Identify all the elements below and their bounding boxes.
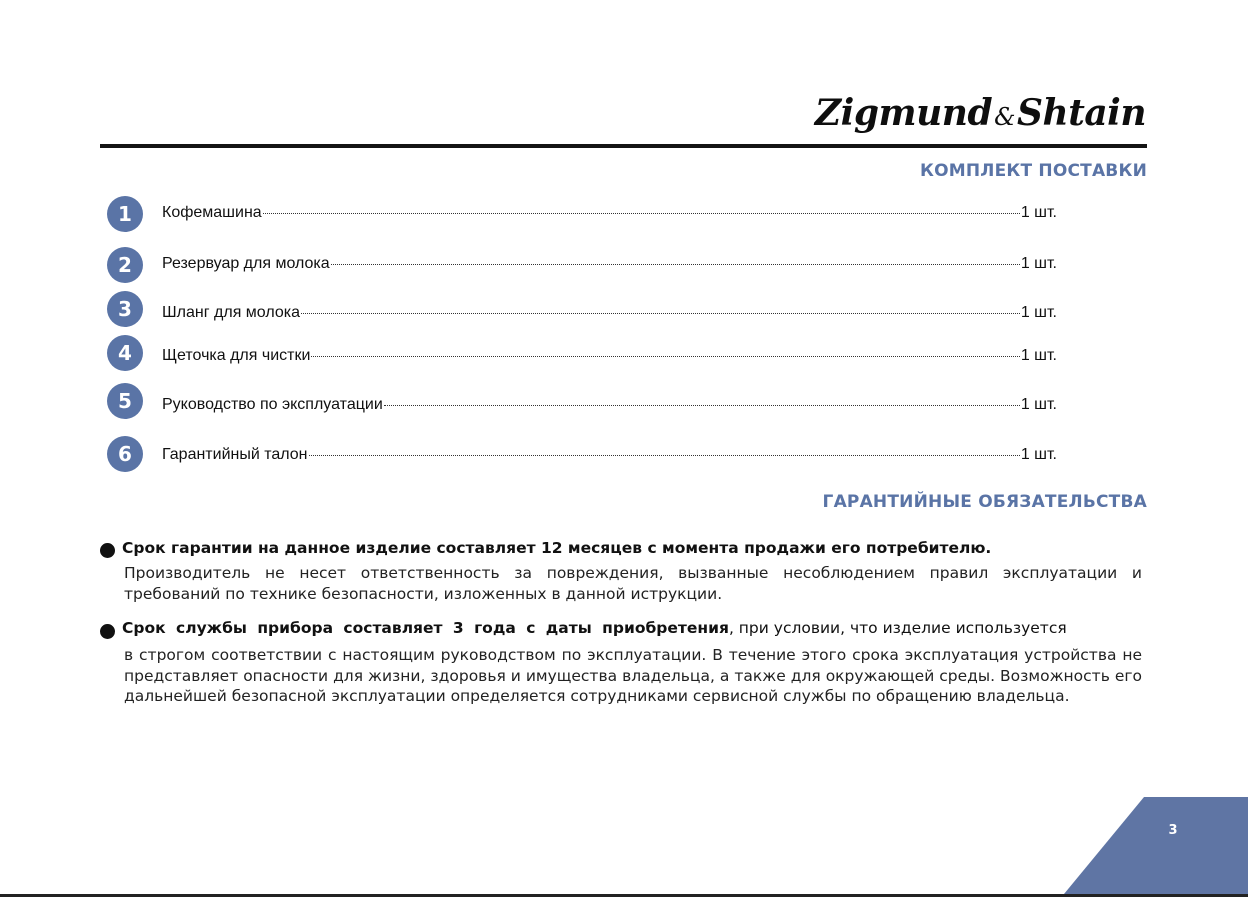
bullet-icon <box>100 543 115 558</box>
kit-item <box>107 247 1057 283</box>
warranty-point-2 <box>100 619 1142 729</box>
dot-leader <box>309 455 1020 456</box>
kit-item-line <box>162 204 1057 222</box>
dot-leader <box>311 356 1019 357</box>
kit-item-line <box>162 304 1057 322</box>
warranty-point-lead <box>122 539 1142 557</box>
kit-item <box>107 436 1057 472</box>
kit-section-title: КОМПЛЕКТ ПОСТАВКИ <box>919 161 1147 181</box>
kit-item-name: Кофемашина <box>162 204 262 221</box>
kit-item-name: Шланг для молока <box>162 304 301 321</box>
kit-item <box>107 196 1057 232</box>
kit-item-line <box>162 347 1057 365</box>
warranty-point-lead-normal: , при условии, что изделие используется <box>728 619 1067 637</box>
kit-item-quantity: 1 шт. <box>1020 204 1057 221</box>
kit-item-line <box>162 446 1057 464</box>
warranty-point-text: Производитель не несет ответственность за повреждения, вызванные несоблюдением правил эксплуатации и требований по технике безопасности, изложенных в данной иструкции. <box>124 564 1142 603</box>
warranty-section-title: ГАРАНТИЙНЫЕ ОБЯЗАТЕЛЬСТВА <box>822 492 1147 512</box>
kit-item-name: Гарантийный талон <box>162 446 308 463</box>
warranty-point-lead-bold: Срок гарантии на данное изделие составляет 12 месяцев с момента продажи его потребителю. <box>122 539 992 557</box>
bullet-icon <box>100 624 115 639</box>
dot-leader <box>301 313 1020 314</box>
kit-item-number-badge: 6 <box>107 436 143 472</box>
brand-name-right: Shtain <box>1017 92 1146 134</box>
kit-item-number-badge: 2 <box>107 247 143 283</box>
warranty-point-1 <box>100 539 1142 609</box>
kit-item-quantity: 1 шт. <box>1020 347 1057 364</box>
kit-item-quantity: 1 шт. <box>1020 304 1057 321</box>
kit-item-number-badge: 1 <box>107 196 143 232</box>
brand-name-left: Zigmund <box>814 92 993 134</box>
kit-item-line <box>162 255 1057 273</box>
warranty-point-text: в строгом соответствии с настоящим руководством по эксплуатации. В течение этого срока эксплуатация устройства не представляет опасности для жизни, здоровья и имущества владельца, а также для окружающей среды. Возможность его дальнейшей безопасной эксплуатации определяется сотрудниками сервисной службы по обращению владельца. <box>124 646 1142 705</box>
kit-item-quantity: 1 шт. <box>1020 255 1057 272</box>
kit-item <box>107 383 1057 419</box>
warranty-point-lead <box>122 619 1142 637</box>
kit-item-line <box>162 396 1057 414</box>
header-rule <box>100 144 1147 148</box>
page-corner-decoration <box>1064 797 1248 894</box>
kit-item <box>107 335 1057 371</box>
kit-item-quantity: 1 шт. <box>1020 396 1057 413</box>
kit-item-number-badge: 4 <box>107 335 143 371</box>
kit-item-name: Щеточка для чистки <box>162 347 311 364</box>
kit-item-name: Руководство по эксплуатации <box>162 396 383 413</box>
page-number: 3 <box>1168 823 1178 838</box>
kit-item-quantity: 1 шт. <box>1020 446 1057 463</box>
warranty-point-lead-bold: Срок службы прибора составляет 3 года с даты приобретения <box>122 619 729 637</box>
dot-leader <box>331 264 1020 265</box>
kit-item-number-badge: 3 <box>107 291 143 327</box>
dot-leader <box>384 405 1020 406</box>
brand-ampersand: & <box>994 103 1016 131</box>
dot-leader <box>263 213 1020 214</box>
brand-logo <box>815 92 1146 134</box>
kit-item <box>107 291 1057 327</box>
kit-item-name: Резервуар для молока <box>162 255 330 272</box>
kit-item-number-badge: 5 <box>107 383 143 419</box>
